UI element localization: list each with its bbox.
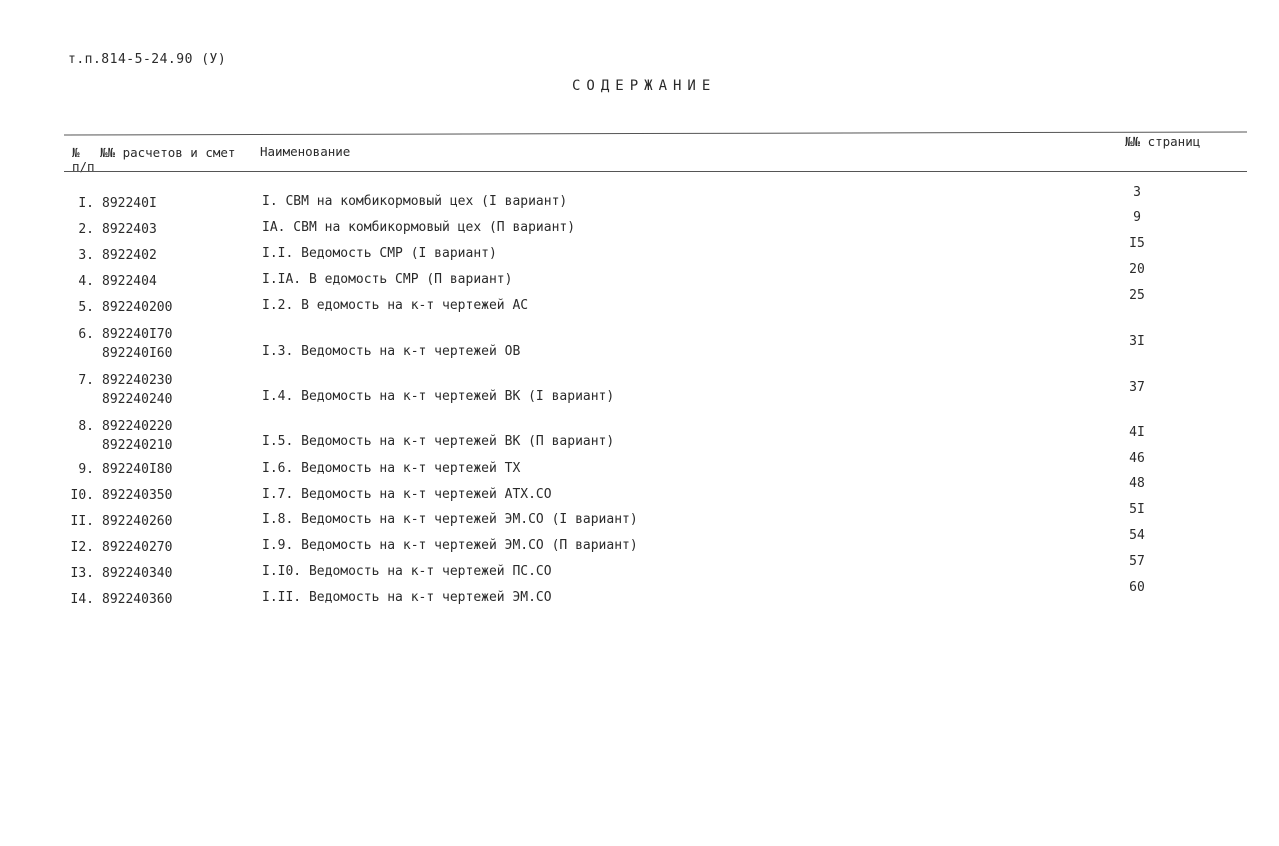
row-number: I2. xyxy=(70,540,94,555)
row-name: I.4. Ведомость на к-т чертежей ВК (I вариант) xyxy=(262,389,615,404)
row-code: 892240240 xyxy=(102,392,173,407)
header-codes: №№ расчетов и смет xyxy=(100,145,236,160)
row-name: I.I0. Ведомость на к-т чертежей ПС.СО xyxy=(262,564,552,579)
row-number: 8. xyxy=(78,419,94,434)
row-code: 892240260 xyxy=(102,514,173,529)
row-name: IА. СВМ на комбикормовый цех (П вариант) xyxy=(262,220,576,235)
page-number: 9 xyxy=(1133,210,1141,225)
page-number: 20 xyxy=(1129,262,1145,277)
row-number: I. xyxy=(78,196,94,211)
row-name: I.II. Ведомость на к-т чертежей ЭМ.СО xyxy=(262,590,552,605)
header-number xyxy=(72,146,95,174)
page-number: 54 xyxy=(1129,528,1145,543)
row-number: 6. xyxy=(78,327,94,342)
row-number: 3. xyxy=(78,248,94,263)
page-number: 57 xyxy=(1129,554,1145,569)
row-code: 892240350 xyxy=(102,488,173,503)
page-number: 3I xyxy=(1129,334,1145,349)
row-code: 892240I xyxy=(102,196,157,211)
row-code: 8922404 xyxy=(102,274,157,289)
row-code: 892240I70 xyxy=(102,327,173,342)
row-number: I4. xyxy=(70,592,94,607)
page-number: I5 xyxy=(1129,236,1145,251)
row-code: 8922402 xyxy=(102,248,157,263)
row-name: I.9. Ведомость на к-т чертежей ЭМ.СО (П вариант) xyxy=(262,538,638,553)
row-code: 892240220 xyxy=(102,419,173,434)
row-code: 892240230 xyxy=(102,373,173,388)
row-code: 892240I60 xyxy=(102,346,173,361)
row-number: 4. xyxy=(78,274,94,289)
row-code: 892240200 xyxy=(102,300,173,315)
row-number: I0. xyxy=(70,488,94,503)
row-name: I.2. В едомость на к-т чертежей АС xyxy=(262,298,529,313)
header-name: Наименование xyxy=(260,144,351,159)
row-number: II. xyxy=(70,514,94,529)
row-number: 9. xyxy=(78,462,94,477)
page-number: 46 xyxy=(1129,451,1145,466)
row-code: 8922403 xyxy=(102,222,157,237)
table-top-rule xyxy=(64,131,1247,135)
page-number: 37 xyxy=(1129,380,1145,395)
row-name: I.3. Ведомость на к-т чертежей ОВ xyxy=(262,344,521,359)
page-number: 4I xyxy=(1129,425,1145,440)
row-name: I.I. Ведомость СМР (I вариант) xyxy=(262,246,497,261)
page-number: 48 xyxy=(1129,476,1145,491)
page-number: 5I xyxy=(1129,502,1145,517)
row-name: I.6. Ведомость на к-т чертежей ТХ xyxy=(262,461,521,476)
row-name: I.8. Ведомость на к-т чертежей ЭМ.СО (I вариант) xyxy=(262,512,638,527)
row-number: 2. xyxy=(78,222,94,237)
row-number: I3. xyxy=(70,566,94,581)
page-number: 3 xyxy=(1133,185,1141,200)
page-number: 25 xyxy=(1129,288,1145,303)
row-name: I.7. Ведомость на к-т чертежей АТХ.СО xyxy=(262,487,552,502)
row-number: 5. xyxy=(78,300,94,315)
row-number: 7. xyxy=(78,373,94,388)
table-header-rule xyxy=(64,171,1247,172)
row-code: 892240270 xyxy=(102,540,173,555)
row-name: I.IА. В едомость СМР (П вариант) xyxy=(262,272,513,287)
row-name: I.5. Ведомость на к-т чертежей ВК (П вариант) xyxy=(262,434,615,449)
row-code: 892240210 xyxy=(102,438,173,453)
header-number-line2: п/п xyxy=(72,159,95,174)
row-code: 892240I80 xyxy=(102,462,173,477)
header-pages: №№ страниц xyxy=(1125,134,1201,149)
header-number-line1: № xyxy=(72,145,80,160)
page-number: 60 xyxy=(1129,580,1145,595)
row-name: I. СВМ на комбикормовый цех (I вариант) xyxy=(262,194,568,209)
row-code: 892240360 xyxy=(102,592,173,607)
page-title: СОДЕРЖАНИЕ xyxy=(572,78,717,94)
document-code: т.п.814-5-24.90 (У) xyxy=(68,52,227,67)
row-code: 892240340 xyxy=(102,566,173,581)
